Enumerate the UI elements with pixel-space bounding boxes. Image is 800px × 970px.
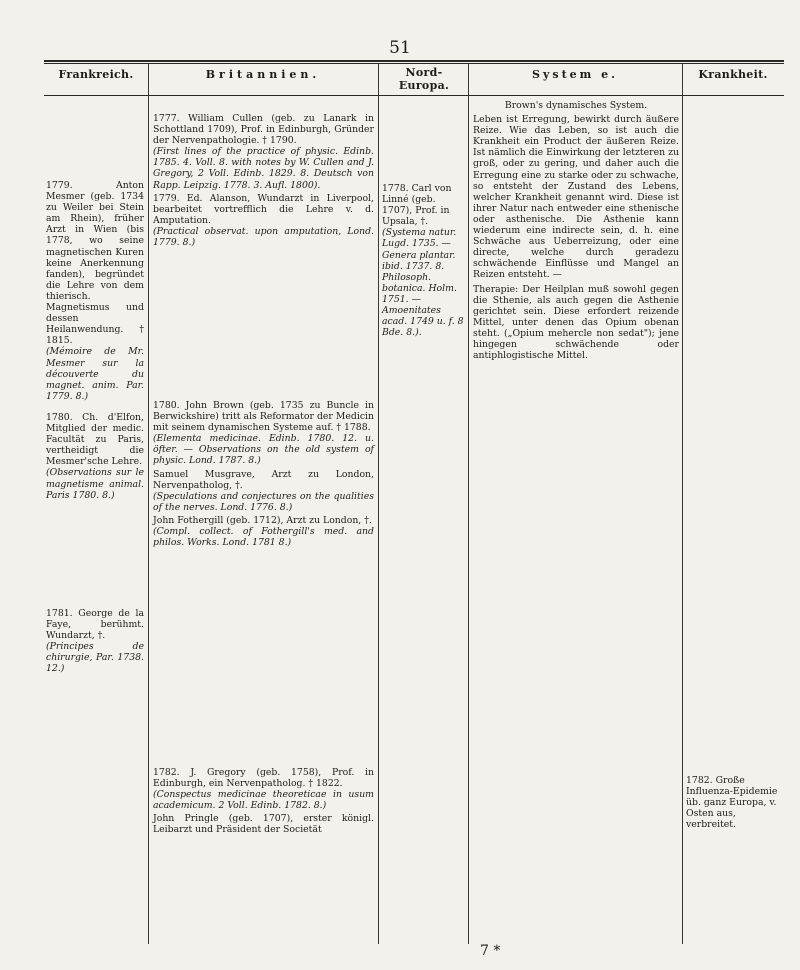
entry-1779-mesmer-ref: (Mémoire de Mr. Mesmer sur la découverte du magnet. anim. Par. 1779. 8.) bbox=[46, 346, 144, 402]
entry-1779-alanson: 1779. Ed. Alanson, Wundarzt in Liverpool, bearbeitet vortrefflich die Lehre v. d. Amputation. bbox=[153, 192, 374, 226]
entry-musgrave-ref: (Speculations and conjectures on the qualities of the nerves. Lond. 1776. 8.) bbox=[153, 490, 374, 513]
entry-1779-alanson-ref: (Practical observat. upon amputation, Lond. 1779. 8.) bbox=[153, 225, 374, 249]
column-divider bbox=[468, 64, 469, 944]
entry-pringle: John Pringle (geb. 1707), erster königl. Leibarzt und Präsident der Societät bbox=[153, 813, 374, 836]
entry-1777-cullen: 1777. William Cullen (geb. zu Lanark in Schottland 1709), Prof. in Edinburgh, Gründer der Nervenpathologie. † 1790. bbox=[153, 113, 374, 147]
entry-1782-influenza: 1782. Große Influenza-Epidemie üb. ganz Europa, v. Osten aus, verbreitet. bbox=[686, 775, 778, 831]
column-header-britain: Britannien. bbox=[205, 68, 321, 81]
disease-column bbox=[686, 775, 782, 830]
column-divider bbox=[682, 64, 683, 944]
britain-column-1782 bbox=[153, 767, 374, 836]
entry-1781-lafaye: 1781. George de la Faye, berühmt. Wundarzt, †. bbox=[46, 608, 144, 642]
header-rule-bottom bbox=[44, 95, 784, 96]
britain-column bbox=[153, 113, 374, 248]
entry-1782-gregory: 1782. J. Gregory (geb. 1758), Prof. in Edinburgh, ein Nervenpatholog. † 1822. bbox=[153, 767, 374, 790]
entry-1780-brown: 1780. John Brown (geb. 1735 zu Buncle in Berwickshire) tritt als Reformator der Medicin mit seinem dynamischen Systeme auf. † 1788. bbox=[153, 400, 374, 434]
column-header-disease: Krankheit. bbox=[698, 68, 768, 81]
column-header-france: Frankreich. bbox=[58, 68, 134, 81]
entry-fothergill-ref: (Compl. collect. of Fothergill's med. and philos. Works. Lond. 1781 8.) bbox=[153, 526, 374, 549]
britain-column-1780 bbox=[153, 400, 374, 548]
france-column bbox=[46, 180, 144, 402]
page-number: 51 bbox=[389, 38, 411, 58]
column-header-system: System e. bbox=[532, 68, 618, 81]
system-paragraph-therapy: Therapie: Der Heilplan muß sowohl gegen die Sthenie, als auch gegen die Asthenie gerichtet sein. Diese erfordert reizende Mittel, unter denen das Opium obenan steht. („Opium mehercle non sedat"); jene hingegen schwächende oder antiphlogistische Mittel. bbox=[473, 283, 679, 362]
entry-1779-mesmer: 1779. Anton Mesmer (geb. 1734 zu Weiler bei Stein am Rhein), früher Arzt in Wien (bis 1778, wo seine magnetischen Kuren keine Anerkennung fanden), begründet die Lehre von dem thierisch. Magnetismus und dessen Heilanwendung. † 1815. bbox=[46, 180, 144, 347]
column-divider bbox=[148, 64, 149, 944]
system-column bbox=[473, 100, 679, 361]
system-paragraph-theory: Leben ist Erregung, bewirkt durch äußere Reize. Wie das Leben, so ist auch die Krankheit ein Product der äußeren Reize. Ist nämlich die Einwirkung der letzteren zu groß, oder zu gering, und daher auch die Erregung eine zu starke oder zu schwache, so entsteht der Zustand des Lebens, welcher Krankheit genannt wird. Diese ist ihrer Natur nach entweder eine sthenische oder asthenische. Die Asthenie kann wiederum eine indirecte sein, d. h. eine Schwäche aus Ueberreizung, oder eine directe, welche durch geradezu schwächende Einflüsse und Mangel an Reizen entsteht. — bbox=[473, 114, 679, 281]
france-column-1780 bbox=[46, 412, 144, 501]
header-rule-top bbox=[44, 60, 784, 62]
column-header-north: Nord- Europa. bbox=[398, 66, 450, 92]
column-divider bbox=[378, 64, 379, 944]
entry-1780-delfon-ref: (Observations sur le magnetisme animal. Paris 1780. 8.) bbox=[46, 467, 144, 501]
entry-1780-brown-ref: (Elementa medicinae. Edinb. 1780. 12. u. öfter. — Observations on the old system of physic. Lond. 1787. 8.) bbox=[153, 433, 374, 467]
entry-1778-linne: 1778. Carl von Linné (geb. 1707), Prof. in Upsala, †. bbox=[382, 183, 452, 228]
north-column bbox=[382, 183, 466, 338]
entry-1782-gregory-ref: (Conspectus medicinae theoreticae in usum academicum. 2 Voll. Edinb. 1782. 8.) bbox=[153, 789, 374, 812]
entry-1781-lafaye-ref: (Principes de chirurgie, Par. 1738. 12.) bbox=[46, 641, 144, 675]
entry-1780-delfon: 1780. Ch. d'Elfon, Mitglied der medic. Facultät zu Paris, vertheidigt die Mesmer'sche Lehre. bbox=[46, 412, 144, 468]
header-rule-top-thin bbox=[44, 63, 784, 64]
system-title: Brown's dynamisches System. bbox=[504, 100, 648, 111]
entry-1777-cullen-ref: (First lines of the practice of physic. Edinb. 1785. 4. Voll. 8. with notes by W. Cullen and J. Gregory, 2 Voll. Edinb. 1829. 8. Deutsch von Rapp. Leipzig. 1778. 3. Aufl. 1800). bbox=[153, 146, 374, 191]
entry-musgrave: Samuel Musgrave, Arzt zu London, Nervenpatholog, †. bbox=[153, 468, 374, 491]
france-column-1781 bbox=[46, 608, 144, 675]
signature-mark: 7 * bbox=[480, 943, 501, 959]
entry-1778-linne-ref: (Systema natur. Lugd. 1735. — Genera plantar. ibid. 1737. 8. Philosoph. botanica. Holm. 1751. — Amoenitates acad. 1749 u. f. 8 Bde. 8.). bbox=[382, 227, 464, 339]
entry-fothergill: John Fothergill (geb. 1712), Arzt zu London, †. bbox=[153, 514, 372, 526]
